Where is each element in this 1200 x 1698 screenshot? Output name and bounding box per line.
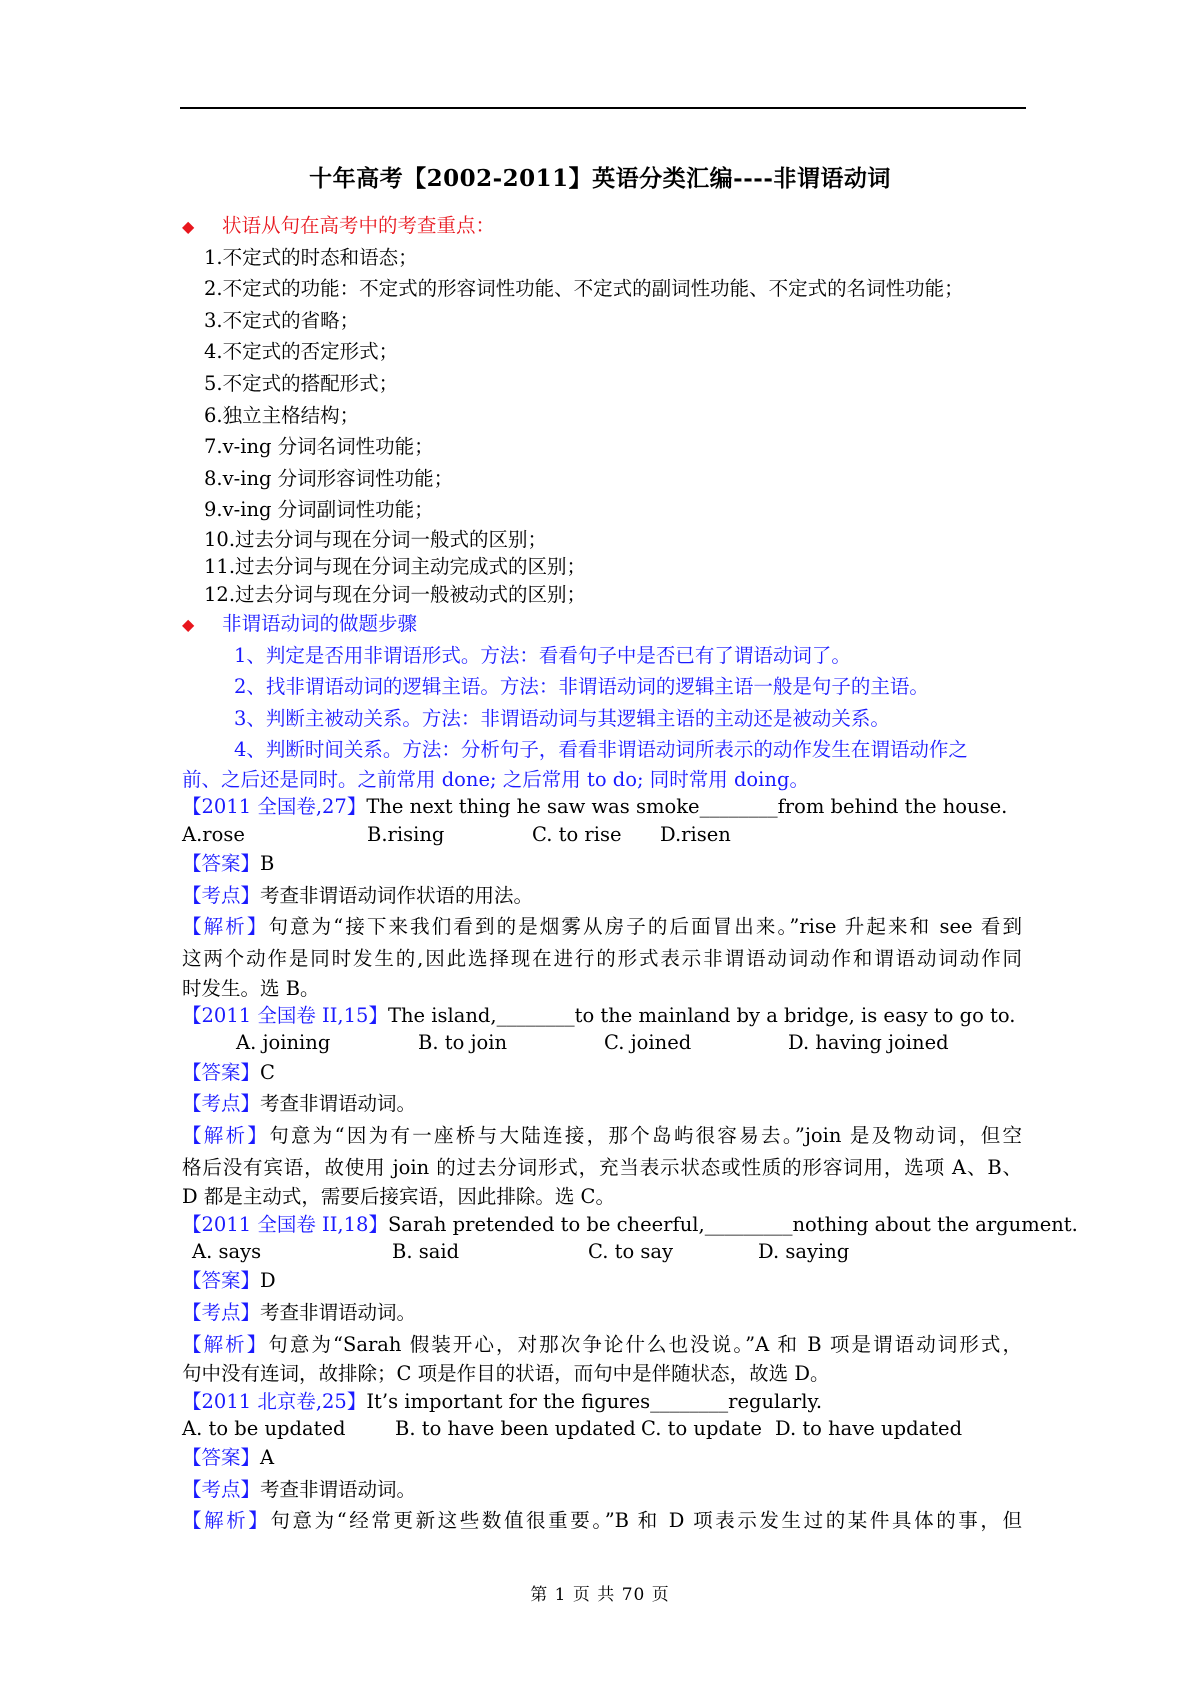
analysis-line: 这两个动作是同时发生的,因此选择现在进行的形式表示非谓语动词动作和谓语动词动作同: [182, 947, 1022, 971]
analysis-line: 时发生。选 B。: [182, 976, 320, 1000]
diamond-bullet-icon: ◆: [182, 217, 195, 236]
point-text: 考查非谓语动词。: [260, 1300, 417, 1324]
section2-heading-text: 非谓语动词的做题步骤: [222, 612, 418, 636]
analysis-text: 句意为“接下来我们看到的是烟雾从房子的后面冒出来。”rise 升起来和 see 看到: [268, 915, 1022, 939]
analysis-line: 格后没有宾语，故使用 join 的过去分词形式，充当表示状态或性质的形容词用，选项 A、B、: [182, 1155, 1022, 1179]
answer-line: [182, 848, 1022, 880]
answer-value: A: [260, 1446, 275, 1470]
step-item: 1、判定是否用非谓语形式。方法：看看句子中是否已有了谓语动词了。: [234, 643, 851, 667]
answer-value: C: [260, 1060, 275, 1084]
list-item: 9.v-ing 分词副词性功能；: [204, 498, 434, 522]
option-d: D. saying: [758, 1239, 850, 1263]
diamond-bullet-icon: ◆: [182, 615, 195, 635]
analysis-line: [182, 1329, 1022, 1361]
analysis-line: [182, 1505, 1022, 1537]
question-text: The next thing he saw was smoke________from behind the house.: [366, 795, 1008, 819]
option-c: C. joined: [604, 1031, 692, 1055]
list-item: 2.不定式的功能：不定式的形容词性功能、不定式的副词性功能、不定式的名词性功能；: [204, 277, 964, 301]
option-a: A. to be updated: [182, 1416, 346, 1440]
analysis-line: [182, 911, 1022, 943]
section2-heading: [182, 608, 1022, 640]
question-options: [182, 1238, 1022, 1265]
answer-label: 【答案】: [182, 852, 261, 876]
question-stem: [182, 1388, 1022, 1415]
option-c: C. to say: [588, 1239, 674, 1263]
analysis-text: 句意为“Sarah 假装开心，对那次争论什么也没说。”A 和 B 项是谓语动词形式，: [268, 1332, 1022, 1356]
question-source: 【2011 北京卷,25】: [182, 1389, 367, 1413]
point-text: 考查非谓语动词。: [260, 1477, 417, 1501]
point-line: [182, 1297, 1022, 1329]
analysis-line: [182, 1120, 1022, 1152]
page-footer: 第 1 页 共 70 页: [530, 1585, 670, 1605]
analysis-label: 【解析】: [182, 1332, 269, 1356]
option-b: B. to have been updated: [395, 1416, 636, 1440]
option-b: B. to join: [418, 1031, 508, 1055]
document-body: [182, 210, 1078, 1537]
option-c: C. to rise: [532, 822, 622, 846]
question-options: [182, 1029, 1022, 1056]
answer-line: [182, 1265, 1022, 1297]
question-text: The island,________to the mainland by a bridge, is easy to go to.: [387, 1004, 1016, 1028]
analysis-label: 【解析】: [182, 915, 269, 939]
question-source: 【2011 全国卷 II,18】: [182, 1212, 388, 1236]
answer-label: 【答案】: [182, 1060, 261, 1084]
answer-label: 【答案】: [182, 1446, 261, 1470]
point-line: [182, 880, 1022, 912]
answer-line: [182, 1442, 1022, 1474]
answer-value: B: [260, 852, 275, 876]
option-d: D. to have updated: [775, 1416, 963, 1440]
step-item: 2、找非谓语动词的逻辑主语。方法：非谓语动词的逻辑主语一般是句子的主语。: [234, 675, 929, 699]
analysis-text: 句意为“因为有一座桥与大陆连接，那个岛屿很容易去。”join 是及物动词，但空: [269, 1123, 1022, 1147]
analysis-label: 【解析】: [182, 1123, 270, 1147]
list-item: 10.过去分词与现在分词一般式的区别；: [204, 527, 548, 551]
list-item: 7.v-ing 分词名词性功能；: [204, 435, 434, 459]
question-stem: [182, 793, 1022, 820]
list-item: 1.不定式的时态和语态；: [204, 245, 418, 269]
option-b: B. said: [392, 1239, 460, 1263]
list-item: 8.v-ing 分词形容词性功能；: [204, 466, 454, 490]
analysis-label: 【解析】: [182, 1509, 271, 1533]
question-source: 【2011 全国卷 II,15】: [182, 1004, 388, 1028]
step-item-continuation: 前、之后还是同时。之前常用 done; 之后常用 to do; 同时常用 doing。: [182, 768, 809, 792]
option-b: B.rising: [367, 822, 445, 846]
document-title: 十年高考【2002-2011】英语分类汇编----非谓语动词: [309, 165, 891, 192]
option-a: A. joining: [236, 1031, 331, 1055]
analysis-text: 句意为“经常更新这些数值很重要。”B 和 D 项表示发生过的某件具体的事，但: [270, 1509, 1022, 1533]
option-d: D. having joined: [788, 1031, 949, 1055]
step-item: 3、判断主被动关系。方法：非谓语动词与其逻辑主语的主动还是被动关系。: [234, 706, 890, 730]
option-c: C. to update: [641, 1416, 762, 1440]
question-source: 【2011 全国卷,27】: [182, 795, 367, 819]
option-d: D.risen: [660, 822, 731, 846]
point-label: 【考点】: [182, 1477, 261, 1501]
list-item: 4.不定式的否定形式；: [204, 340, 399, 364]
list-item: 11.过去分词与现在分词主动完成式的区别；: [204, 555, 587, 579]
option-a: A. says: [192, 1239, 262, 1263]
question-stem: [182, 1002, 1022, 1029]
question-text: Sarah pretended to be cheerful,_________nothing about the argument.: [387, 1212, 1078, 1236]
answer-value: D: [260, 1269, 276, 1293]
option-a: A.rose: [182, 822, 245, 846]
point-label: 【考点】: [182, 883, 261, 907]
list-item: 3.不定式的省略；: [204, 308, 360, 332]
section1-heading: [182, 210, 1022, 242]
list-item: 12.过去分词与现在分词一般被动式的区别；: [204, 582, 587, 606]
point-label: 【考点】: [182, 1300, 261, 1324]
point-line: [182, 1474, 1022, 1506]
analysis-line: D 都是主动式，需要后接宾语，因此排除。选 C。: [182, 1185, 615, 1209]
question-options: [182, 821, 1022, 848]
step-item: 4、判断时间关系。方法：分析句子，看看非谓语动词所表示的动作发生在谓语动作之: [234, 738, 968, 762]
point-text: 考查非谓语动词。: [260, 1092, 417, 1116]
answer-line: [182, 1057, 1022, 1089]
point-label: 【考点】: [182, 1092, 261, 1116]
question-stem: [182, 1211, 1078, 1238]
header-rule: [180, 107, 1026, 109]
section1-heading-text: 状语从句在高考中的考查重点：: [222, 214, 496, 237]
question-options: [182, 1415, 1022, 1442]
point-text: 考查非谓语动词作状语的用法。: [260, 883, 534, 907]
point-line: [182, 1088, 1022, 1120]
list-item: 6.独立主格结构；: [204, 403, 360, 427]
analysis-line: 句中没有连词，故排除；C 项是作目的状语，而句中是伴随状态，故选 D。: [182, 1362, 830, 1386]
list-item: 5.不定式的搭配形式；: [204, 371, 399, 395]
answer-label: 【答案】: [182, 1269, 261, 1293]
question-text: It’s important for the figures________regularly.: [366, 1389, 823, 1413]
